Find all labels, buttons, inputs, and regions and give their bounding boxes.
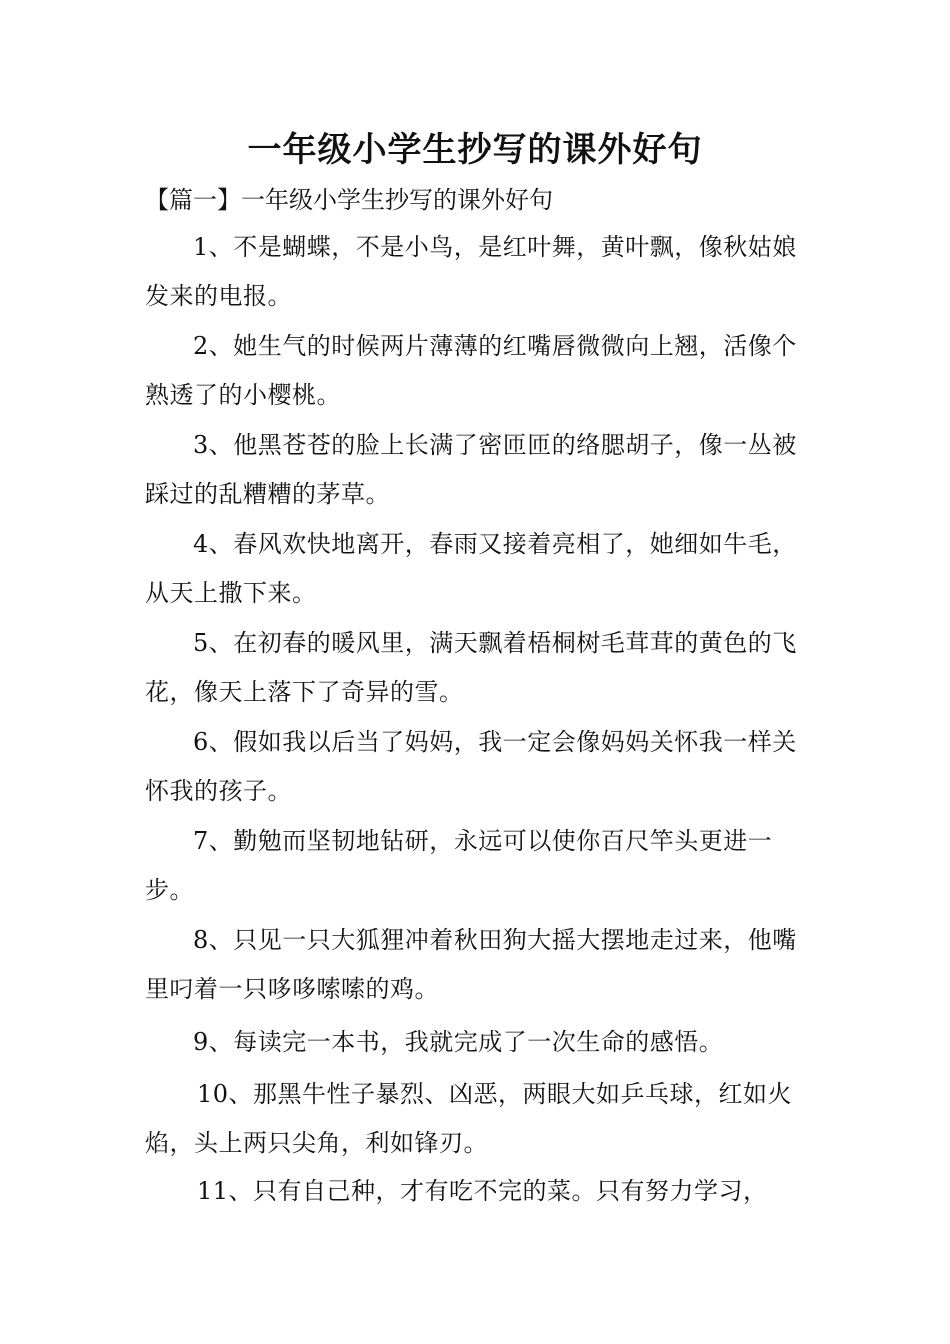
sentence-item-9: 9、每读完一本书，我就完成了一次生命的感悟。 [193, 1028, 724, 1056]
page-title: 一年级小学生抄写的课外好句 [247, 130, 703, 170]
sentence-item-3: 3、他黑苍苍的脸上长满了密匝匝的络腮胡子，像一丛被踩过的乱糟糟的茅草。 [145, 431, 797, 508]
sentence-item-7: 7、勤勉而坚韧地钻研，永远可以使你百尺竿头更进一步。 [145, 827, 773, 904]
sentence-item-2: 2、她生气的时候两片薄薄的红嘴唇微微向上翘，活像个熟透了的小樱桃。 [145, 332, 797, 409]
sentence-item-6: 6、假如我以后当了妈妈，我一定会像妈妈关怀我一样关怀我的孩子。 [145, 728, 797, 805]
sentence-item-11: 11、只有自己种，才有吃不完的菜。只有努力学习， [197, 1177, 768, 1205]
sentence-item-8: 8、只见一只大狐狸冲着秋田狗大摇大摆地走过来，他嘴里叼着一只哆哆嗦嗦的鸡。 [145, 926, 797, 1003]
sentence-item-5: 5、在初春的暖风里，满天飘着梧桐树毛茸茸的黄色的飞花，像天上落下了奇异的雪。 [145, 629, 797, 706]
section-heading: 【篇一】一年级小学生抄写的课外好句 [145, 186, 553, 214]
sentence-item-1: 1、不是蝴蝶，不是小鸟，是红叶舞，黄叶飘，像秋姑娘发来的电报。 [145, 233, 797, 310]
sentence-item-10: 10、那黑牛性子暴烈、凶恶，两眼大如乒乓球，红如火焰，头上两只尖角，利如锋刃。 [145, 1080, 793, 1157]
sentence-item-4: 4、春风欢快地离开，春雨又接着亮相了，她细如牛毛，从天上撒下来。 [145, 530, 797, 607]
